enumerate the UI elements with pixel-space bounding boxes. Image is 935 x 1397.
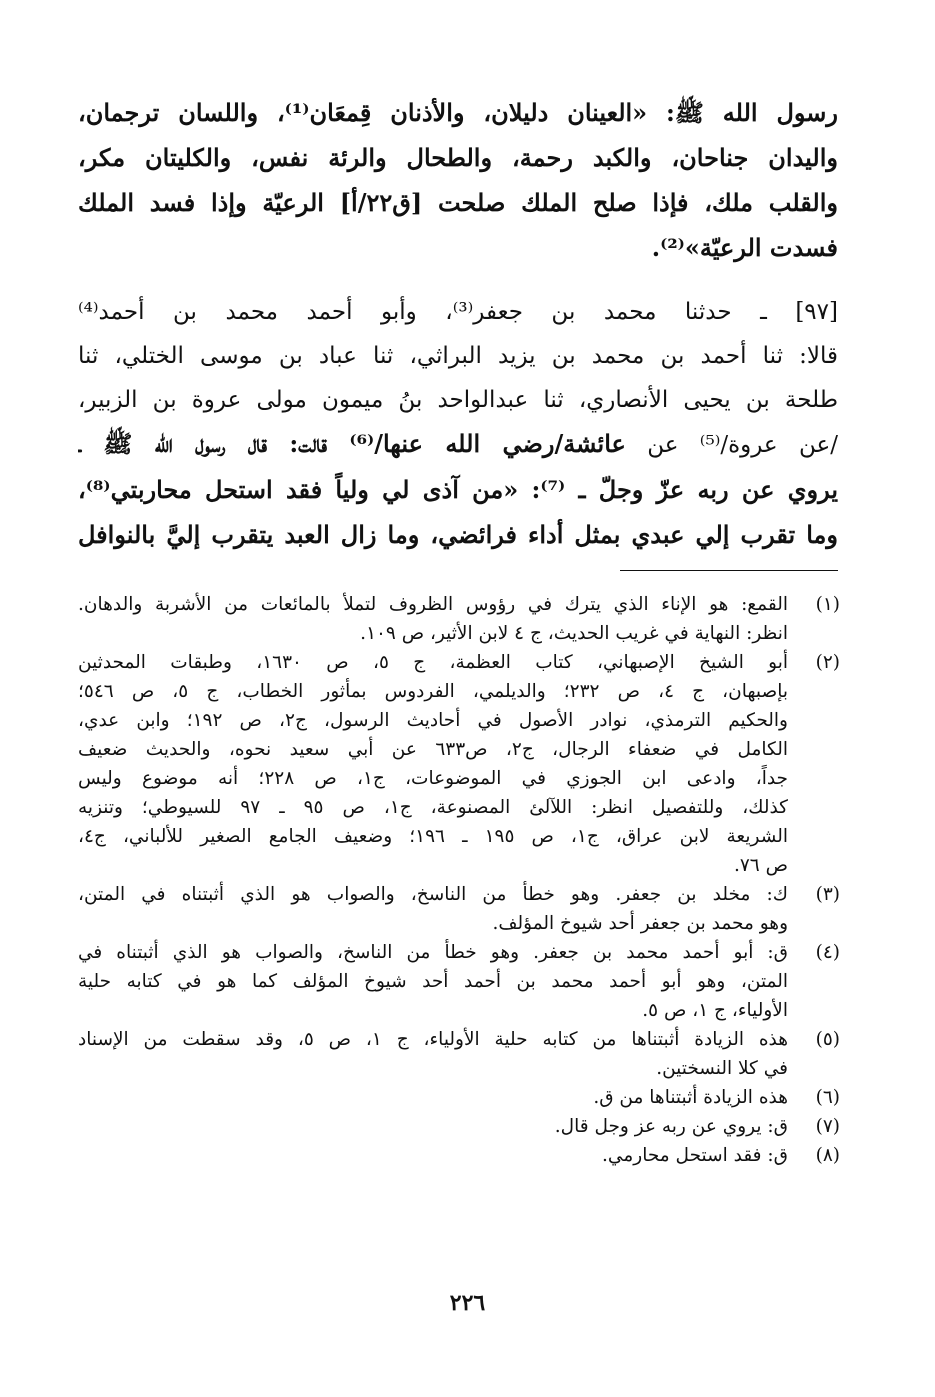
footnote-line: ص ٧٦. [733, 855, 788, 876]
footnote-line: جداً، وادعى ابن الجوزي في الموضوعات، ج١، ص ٢٢٨؛ أنه موضوع وليس [78, 768, 788, 789]
footnote-8 [78, 1141, 840, 1170]
footnote-number: (٤) [815, 942, 840, 963]
footnote-line: ق: فقد استحل محارمي. [602, 1145, 788, 1166]
footnote-line: كذلك، وللتفصيل انظر: اللآلئ المصنوعة، ج١، ص ٩٥ ـ ٩٧ للسيوطي؛ وتنزيه [78, 797, 788, 818]
footnote-5 [78, 1025, 840, 1083]
footnote-separator [620, 570, 838, 571]
text-line: طلحة بن يحيى الأنصاري، ثنا عبدالواحد بنُ ميمون مولى عروة بن الزبير، [78, 387, 838, 413]
footnote-7 [78, 1112, 840, 1141]
footnote-line: الشريعة لابن عراق، ج١، ص ١٩٥ ـ ١٩٦؛ وضعيف الجامع الصغير للألباني، ج٤، [78, 826, 788, 847]
paragraph-hadith-97 [78, 290, 838, 557]
footnote-3 [78, 880, 840, 938]
text-line-mixed [78, 422, 838, 467]
footnote-line: ق: أبو أحمد محمد بن جعفر. وهو خطأ من الناسخ، والصواب هو الذي أثبتناه في [78, 942, 788, 963]
footnote-line: الكامل في ضعفاء الرجال، ج٢، ص٦٣٣ عن أبي سعيد نحوه، والحديث ضعيف [78, 739, 788, 760]
footnote-1 [78, 590, 840, 648]
footnote-line: الأولياء، ج ١، ص ٥. [642, 1000, 788, 1021]
footnote-2 [78, 648, 840, 880]
footnote-number: (٨) [815, 1145, 840, 1166]
matn-text: عائشة/رضي الله عنها/⁽⁶⁾ قالت: قال رسول الله ﷺ ـ [78, 429, 626, 458]
footnote-6 [78, 1083, 840, 1112]
footnote-line: في كلا النسختين. [656, 1058, 788, 1079]
text-line: [٩٧] ـ حدثنا محمد بن جعفر⁽³⁾، وأبو أحمد محمد بن أحمد⁽⁴⁾ [78, 299, 838, 325]
footnote-line: المتن، وهو أبو أحمد محمد بن أحمد أحد شيوخ المؤلف كما هو في كتابه حلية [78, 971, 788, 992]
footnote-line: والحكيم الترمذي، نوادر الأصول في أحاديث الرسول، ج٢، ص ١٩٢؛ وابن عدي، [78, 710, 788, 731]
main-text [78, 90, 838, 557]
footnote-line: ق: يروي عن ربه عز وجل قال. [554, 1116, 788, 1137]
footnote-line: وهو محمد بن جعفر أحد شيوخ المؤلف. [492, 913, 788, 934]
text-line: فسدت الرعيّة»⁽²⁾. [651, 233, 838, 262]
footnote-number: (١) [815, 594, 840, 615]
footnote-number: (٧) [815, 1116, 840, 1137]
footnote-line: بإصبهان، ج ٤، ص ٢٣٢؛ والديلمي، الفردوس بمأثور الخطاب، ج ٥، ص ٥٤٦؛ [78, 681, 788, 702]
footnote-line: ك: مخلد بن جعفر. وهو خطأ من الناسخ، والصواب هو الذي أثبتناه في المتن، [78, 884, 788, 905]
isnad-text: /عن عروة/⁽⁵⁾ عن [625, 432, 838, 458]
paragraph-hadith-senses [78, 90, 838, 270]
footnote-number: (٣) [815, 884, 840, 905]
text-line: واليدان جناحان، والكبد رحمة، والطحال والرئة نفس، والكليتان مكر، [78, 143, 838, 172]
footnote-line: هذه الزيادة أثبتناها من ق. [593, 1087, 788, 1108]
footnote-4 [78, 938, 840, 1025]
footnote-line: القمع: هو الإناء الذي يترك في رؤوس الظروف لتملأ بالمائعات من الأشربة والدهان. [78, 594, 788, 615]
text-line: والقلب ملك، فإذا صلح الملك صلحت [ق٢٢/أ] الرعيّة وإذا فسد الملك [78, 188, 838, 217]
footnote-line: أبو الشيخ الإصبهاني، كتاب العظمة، ج ٥، ص ١٦٣٠، وطبقات المحدثين [78, 652, 788, 673]
page-number: ٢٢٦ [449, 1290, 486, 1316]
footnote-number: (٦) [815, 1087, 840, 1108]
footnote-number: (٥) [815, 1029, 840, 1050]
text-line: رسول الله ﷺ: «العينان دليلان، والأذنان قِمعَان⁽¹⁾، واللسان ترجمان، [78, 98, 838, 127]
text-line: وما تقرب إلي عبدي بمثل أداء فرائضي، وما زال العبد يتقرب إليَّ بالنوافل [78, 520, 838, 549]
footnote-number: (٢) [815, 652, 840, 673]
footnote-line: انظر: النهاية في غريب الحديث، ج ٤ لابن الأثير، ص ١٠٩. [360, 623, 788, 644]
footnote-line: هذه الزيادة أثبتناها من كتابه حلية الأولياء، ج ١، ص ٥، وقد سقطت من الإسناد [78, 1029, 788, 1050]
text-line: قالا: ثنا أحمد بن محمد بن يزيد البراثي، ثنا عباد بن موسى الختلي، ثنا [78, 343, 838, 369]
text-line: يروي عن ربه عزّ وجلّ ـ ⁽⁷⁾: «من آذى لي ولياً فقد استحل محاربتي⁽⁸⁾، [78, 475, 838, 504]
footnotes [78, 590, 840, 1170]
